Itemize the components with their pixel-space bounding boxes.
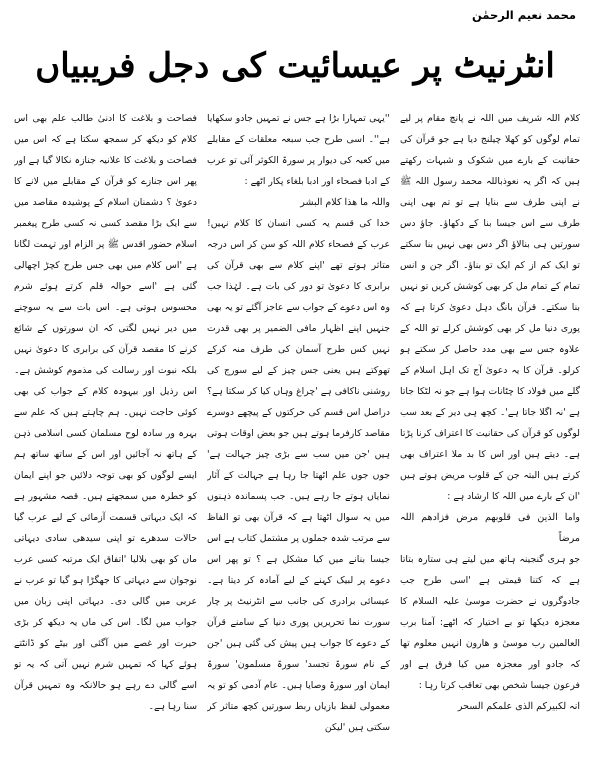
author-byline: محمد نعیم الرحمٰن bbox=[471, 8, 576, 22]
text-column-left bbox=[14, 108, 197, 748]
paragraph: خدا کی قسم یہ کسی انسان کا کلام نہیں! عرب کے فصحاء کلام اللہ کو سن کر اس درجہ متاثر ہوتے تھے 'اپنے کلام سے بھی قرآن کی برابری کا دعویٰ تو دور کی بات ہے۔ لہٰذا جب وہ اس دعوے کے جواب سے عاجز آگئے تو یہ بھی جنہیں اپنے اظہار مافی الضمیر پر بھی قدرت نہیں کس طرح آسمان کی طرف منہ کرکے تھوکتے ہیں یعنی جس چیز کے لیے سورج کی روشنی ناکافی ہے 'چراغ وہاں کیا کر سکتا ہے؟ دراصل اس قسم کی حرکتوں کے پیچھے دوسرے مقاصد کارفرما ہوتے ہیں جو بعض اوقات ہوتی ہیں 'جن میں سب سے بڑی چیز جہالت ہے' جوں جوں علم اٹھتا جا رہا ہے جہالت کے آثار نمایاں ہوتے جا رہے ہیں۔ جب پسماندہ ذہنوں میں یہ سوال اٹھتا ہے کہ قرآن بھی تو الفاظ سے مرتب شدہ جملوں پر مشتمل کتاب ہے اس جیسا بنانے میں کیا مشکل ہے ؟ تو پھر اس دعوے پر لبیک کہنے کے لیے آمادہ کر دیتا ہے۔ عیسائی برادری کی جانب سے انٹرنیٹ پر چار سورت نما تحریریں پوری دنیا کے سامنے قرآن کے دعوے کا جواب ہیں پیش کی گئی ہیں 'جن کے نام سورۃ تجسد' سورۃ مسلمون' سورۃ ایمان اور سورۃ وصایا ہیں۔ عام آدمی کو تو یہ معمولی لفظ بازیاں ربط سورتیں کچھ متاثر کر سکتی ہیں 'لیکن bbox=[207, 218, 390, 733]
arabic-verse: واما الذین فی قلوبھم مرض فزادھم اللہ مرضاً bbox=[400, 512, 580, 544]
text-column-right bbox=[400, 108, 580, 748]
paragraph: جو ہری گنجینہ ہاتھ میں لیتے ہی ستارہ بتاتا ہے کہ کتنا قیمتی ہے 'اسی طرح جب جادوگروں نے حضرت موسیٰ علیہ السلام کا معجزہ دیکھا تو بے اختیار کہ اٹھے: آمنا برب العالمین رب موسیٰ و ھارون انہیں معلوم تھا کہ جادو اور معجزہ میں کیا فرق ہے اور فرعون جیسا شخص بھی تعاقب کرتا رہا : bbox=[400, 554, 580, 691]
paragraph: فصاحت و بلاغت کا ادنیٰ طالب علم بھی اس کلام کو دیکھ کر سمجھ سکتا ہے کہ اس میں فصاحت و بلاغت کا علانیہ جنازہ نکالا گیا ہے اور پھر اس جنازے کو قرآن کے مقابلے میں لانے کا دعویٰ ؟ دشمنان اسلام کے پوشیدہ مقاصد میں سے ایک بڑا مقصد کسی نہ کسی طرح پیغمبر اسلام حضور اقدس ﷺ پر الزام اور تہمت لگانا ہے 'اس کلام میں بھی جس طرح کچڑ اچھالی گئی ہے 'اسے حوالہ قلم کرتے ہوئے شرم محسوس ہوتی ہے۔ اس بات سے یہ سوچنے میں دیر نہیں لگتی کہ ان سورتوں کے شائع کرنے کا مقصد قرآن کی برابری کا دعویٰ نہیں بلکہ نبوت اور رسالت کی مذموم کوشش ہے۔ اس رذیل اور بیہودہ کلام کے جواب کی بھی کوئی حاجت نہیں۔ ہم چاہتے ہیں کہ علم سے بہرہ ور سادہ لوح مسلمان کسی اسلامی ذہن کے ہاتھ نہ آجائیں اور اس کے ساتھ ساتھ ہم ایسے لوگوں کو بھی توجہ دلائیں جو اپنے ایمان کو خطرہ میں سمجھتے ہیں۔ قصہ مشہور ہے کہ ایک دیہاتی قسمت آزمائی کے لیے عرب گیا حالات سدھرے تو اپنی سیدھی سادی دیہاتی ماں کو بھی بلالیا 'اتفاق ایک مرتبہ کسی عرب نوجوان سے دیہاتی کا جھگڑا ہو گیا تو عرب نے عربی میں گالی دی۔ دیہاتی اپنی زبان میں جواب میں لگا۔ اس کی ماں یہ دیکھ کر بڑی حیرت اور غصے میں آگئی اور بیٹے کو ڈانٹتے ہوئے کہا کہ تمہیں شرم نہیں آتی کہ یہ تو اسے گالی دے رہے ہو حالانکہ وہ تمہیں قرآن سنا رہا ہے۔ bbox=[14, 113, 197, 712]
paragraph: کلام اللہ شریف میں اللہ نے پانچ مقام پر لیے تمام لوگوں کو کھلا چیلنج دیا ہے جو قرآن کی حقانیت کے بارے میں شکوک و شبہات رکھتے ہیں کہ اگر یہ نعوذباللہ محمد رسول اللہ ﷺ نے اپنی طرف سے بنایا ہے تو تم بھی اپنی طرف سے اس جیسا بنا کے دکھاؤ۔ جاؤ دس سورتیں ہی بنالاؤ اگر دس بھی نہیں بنا سکتے تو ایک کم از کم ایک تو بناؤ۔ اگر جن و انس تمام کے تمام مل کر بھی کوشش کریں تو نہیں بنا سکتے۔ قرآن بانگ دہل دعویٰ کرتا ہے کہ پوری دنیا مل کر بھی کوشش کرلے تو اللہ کے علاوہ جس سے بھی مدد حاصل کر سکتے ہو کرلو۔ قرآن کا یہ دعویٰ آج تک اہل اسلام کے گلے میں فولاد کا چٹانات ہوا ہے جو نہ لٹکا جاتا ہے 'نہ اگلا جاتا ہے'۔ کچھ ہی دیر کے بعد سب لوگوں کو قرآن کی حقانیت کا اعتراف کرنا پڑتا ہے۔ دیتے ہیں اور اس کا بد ملا اعتراف بھی کرتے ہیں البتہ جن کے قلوب مریض ہوتے ہیں 'ان کے بارے میں اللہ کا ارشاد ہے : bbox=[400, 113, 580, 502]
article-headline: انٹرنیٹ پر عیسائیت کی دجل فریبیاں bbox=[35, 46, 555, 86]
paragraph: ''یہی تمہارا بڑا ہے جس نے تمہیں جادو سکھایا ہے''۔ اسی طرح جب سبعہ معلقات کے مقابلے میں کعبہ کی دیوار پر سورۃ الکوثر آئی تو عرب کے ادبا فصحاء اور ادبا بلغاء پکار اٹھے : bbox=[207, 113, 390, 187]
arabic-verse: انہ لکبیرکم الذی علمکم السحر bbox=[457, 701, 580, 712]
arabic-quote: واللہ ما ھذا کلام البشر bbox=[300, 197, 390, 208]
text-column-middle bbox=[207, 108, 390, 748]
